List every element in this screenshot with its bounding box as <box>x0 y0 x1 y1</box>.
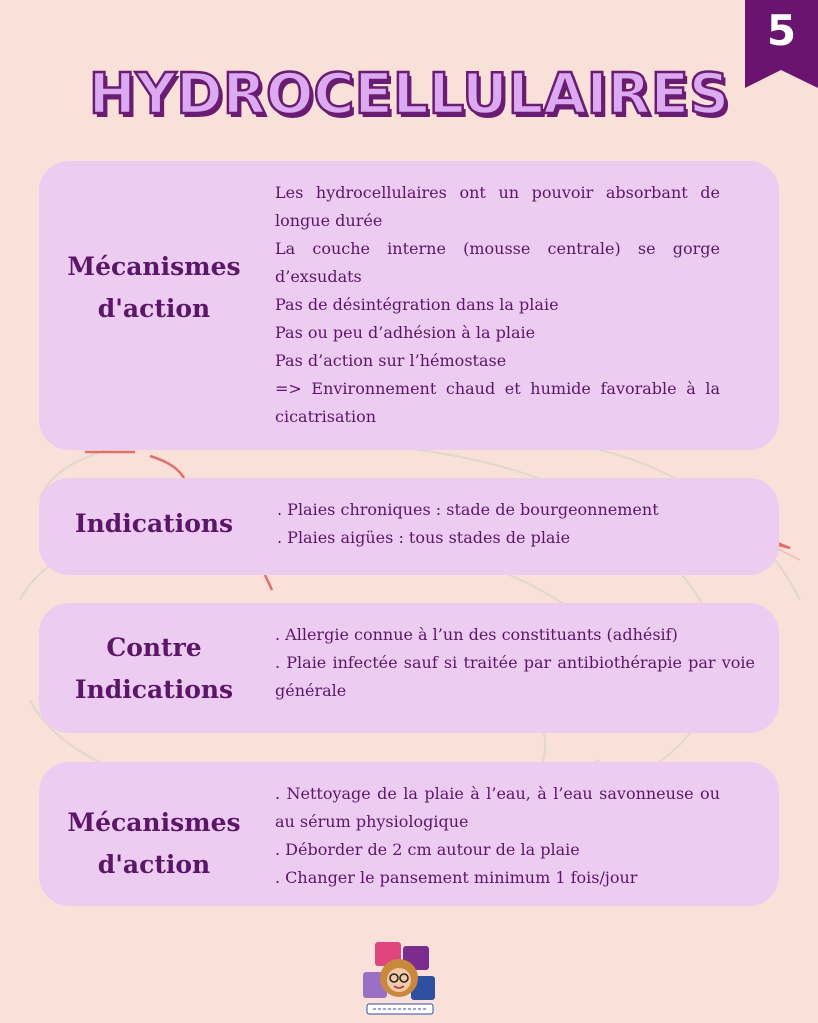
card-heading-line: Indications <box>74 675 234 704</box>
page-title: HYDROCELLULAIRES <box>88 62 730 127</box>
content-line: Pas ou peu d’adhésion à la plaie <box>275 323 536 342</box>
content-line: Les hydrocellulaires ont un pouvoir absorbant de longue durée <box>275 183 720 230</box>
card-heading <box>39 802 269 886</box>
card-heading-line: Mécanismes <box>67 808 241 837</box>
card-heading <box>39 246 269 330</box>
content-line: . Plaies aigües : tous stades de plaie <box>277 528 571 547</box>
card-heading-line: d'action <box>97 850 211 879</box>
content-line: . Changer le pansement minimum 1 fois/jour <box>275 868 638 887</box>
card-content <box>275 179 720 431</box>
content-line: Pas de désintégration dans la plaie <box>275 295 559 314</box>
puzzle-avatar-logo <box>357 938 443 1018</box>
content-line: La couche interne (mousse centrale) se gorge d’exsudats <box>275 239 720 286</box>
content-line: => Environnement chaud et humide favorable à la cicatrisation <box>275 379 720 426</box>
card-content <box>275 780 720 892</box>
card-indications <box>39 478 779 575</box>
content-line: . Nettoyage de la plaie à l’eau, à l’eau savonneuse ou au sérum physiologique <box>275 784 720 831</box>
card-heading-line: Mécanismes <box>67 252 241 281</box>
card-content <box>275 621 755 705</box>
content-line: . Déborder de 2 cm autour de la plaie <box>275 840 580 859</box>
card-heading-line: Contre <box>106 633 202 662</box>
card-mecanismes-action-2 <box>39 762 779 906</box>
page-number: 5 <box>766 6 797 55</box>
card-heading <box>39 503 269 545</box>
content-line: . Plaies chroniques : stade de bourgeonnement <box>277 500 659 519</box>
card-heading-line: d'action <box>97 294 211 323</box>
card-heading <box>39 627 269 711</box>
card-content <box>277 496 722 552</box>
content-line: . Allergie connue à l’un des constituants (adhésif) <box>275 625 678 644</box>
content-line: Pas d’action sur l’hémostase <box>275 351 507 370</box>
card-heading-line: Indications <box>74 509 234 538</box>
content-line: . Plaie infectée sauf si traitée par antibiothérapie par voie générale <box>275 653 755 700</box>
card-contre-indications <box>39 603 779 733</box>
card-mecanismes-action <box>39 161 779 450</box>
